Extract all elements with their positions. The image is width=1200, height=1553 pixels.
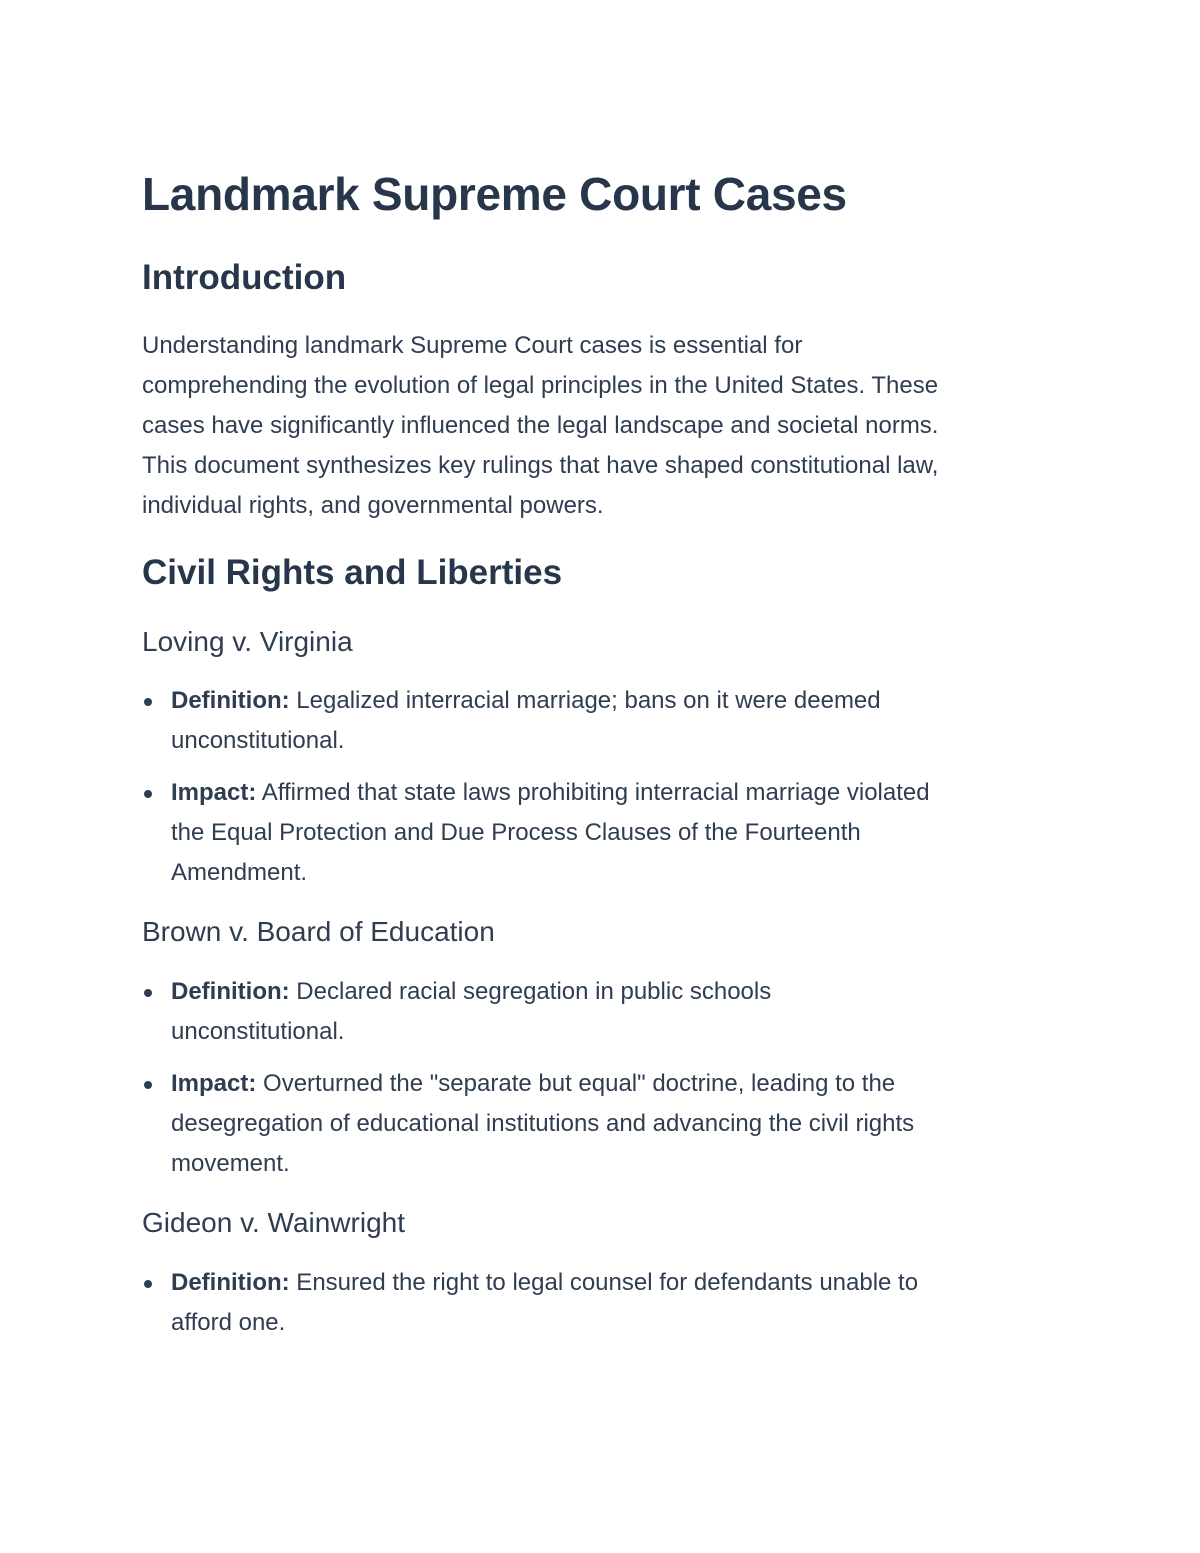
introduction-paragraph [142,326,1072,526]
introduction-line: individual rights, and governmental powers. [142,492,604,519]
bullet-icon [144,1280,152,1288]
bullet-line: movement. [171,1150,290,1177]
case-bullet-list [142,972,1072,1196]
list-item [142,681,1072,761]
introduction-line: cases have significantly influenced the legal landscape and societal norms. [142,412,939,439]
introduction-line: This document synthesizes key rulings that have shaped constitutional law, [142,452,939,479]
case-heading-brown-v-board-of-education: Brown v. Board of Education [142,916,495,947]
bullet-line: unconstitutional. [171,727,345,754]
bullet-text: Legalized interracial marriage; bans on it were deemed [289,687,881,714]
bullet-term: Impact: [171,779,257,806]
bullet-text: Affirmed that state laws prohibiting interracial marriage violated [256,779,930,806]
bullet-icon [144,790,152,798]
bullet-term: Impact: [171,1070,257,1097]
introduction-heading: Introduction [142,258,347,297]
list-item [142,972,1072,1052]
list-item [142,1263,1072,1343]
bullet-text: Declared racial segregation in public schools [289,978,772,1005]
list-item [142,773,1072,893]
bullet-line [171,1064,1072,1104]
bullet-line: afford one. [171,1309,286,1336]
bullet-line: unconstitutional. [171,1018,345,1045]
list-item [142,1064,1072,1184]
bullet-line [171,773,1072,813]
case-heading-loving-v-virginia: Loving v. Virginia [142,626,353,657]
bullet-text: Ensured the right to legal counsel for defendants unable to [289,1269,919,1296]
page-title: Landmark Supreme Court Cases [142,168,847,220]
bullet-icon [144,989,152,997]
case-heading-gideon-v-wainwright: Gideon v. Wainwright [142,1207,405,1238]
bullet-icon [144,1081,152,1089]
bullet-line [171,681,1072,721]
case-bullet-list [142,681,1072,905]
introduction-line: Understanding landmark Supreme Court cases is essential for [142,332,803,359]
bullet-text: Overturned the "separate but equal" doctrine, leading to the [256,1070,896,1097]
bullet-line: the Equal Protection and Due Process Clauses of the Fourteenth [171,819,861,846]
bullet-line [171,972,1072,1012]
bullet-term: Definition: [171,687,290,714]
civil-rights-heading: Civil Rights and Liberties [142,553,563,592]
case-bullet-list [142,1263,1072,1355]
bullet-line: Amendment. [171,859,308,886]
introduction-line: comprehending the evolution of legal principles in the United States. These [142,372,939,399]
bullet-line: desegregation of educational institutions and advancing the civil rights [171,1110,915,1137]
bullet-term: Definition: [171,978,290,1005]
bullet-line [171,1263,1072,1303]
bullet-icon [144,698,152,706]
bullet-term: Definition: [171,1269,290,1296]
